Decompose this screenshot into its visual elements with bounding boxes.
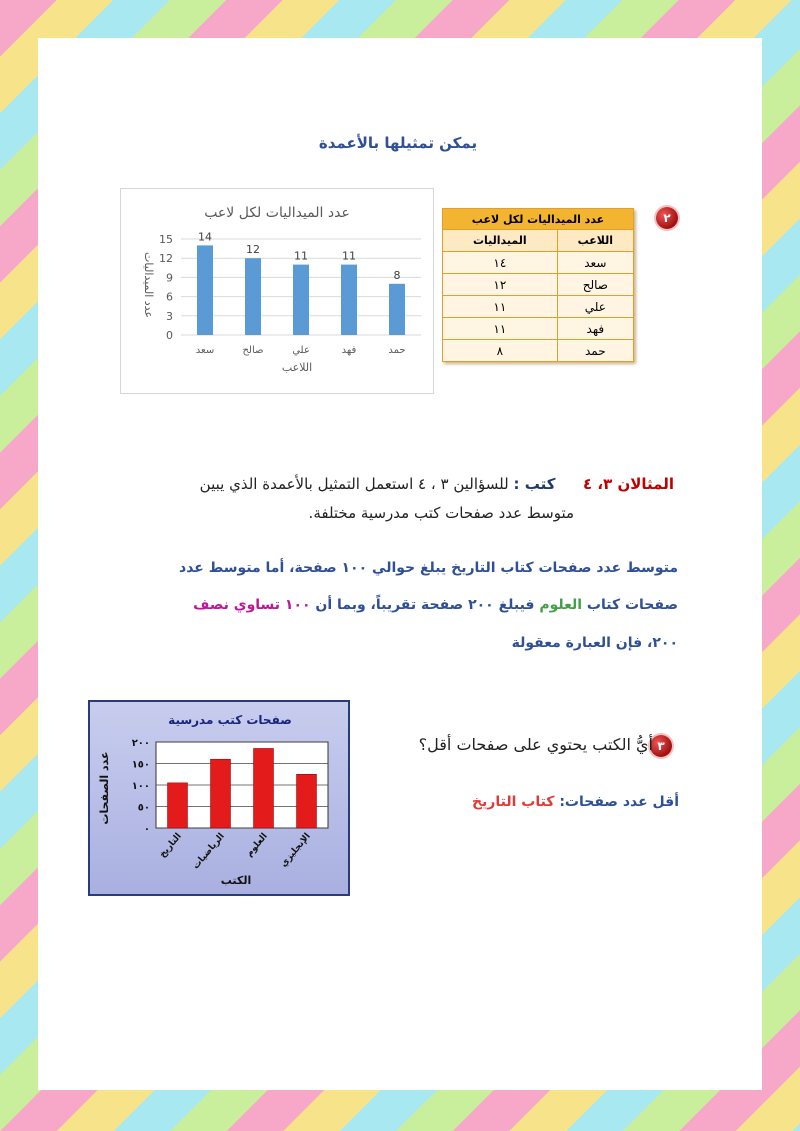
bar <box>211 759 231 828</box>
worksheet-page <box>38 38 762 1090</box>
y-tick-label: ١٥٠ <box>131 759 150 771</box>
example-line-1 <box>188 475 674 493</box>
table-cell: سعد <box>557 252 633 274</box>
question-2-number: ٢ <box>656 207 678 229</box>
answer-label: أقل عدد صفحات: <box>554 794 679 810</box>
table-row <box>443 318 634 340</box>
y-tick-label: 15 <box>159 233 173 246</box>
y-tick-label: ٥٠ <box>137 802 150 814</box>
y-tick-label: 9 <box>166 271 173 285</box>
x-tick-label: العلوم <box>244 831 270 859</box>
example-text-1: للسؤالين ٣ ، ٤ استعمل التمثيل بالأعمدة الذي يبين <box>199 475 509 493</box>
question-3-answer <box>378 794 679 810</box>
chart-title: عدد الميداليات لكل لاعب <box>204 205 350 221</box>
bar <box>168 783 188 828</box>
chart-x-axis-label: اللاعب <box>281 361 313 374</box>
question-3-number: ٣ <box>650 735 672 757</box>
data-label: 12 <box>246 243 260 257</box>
example-keyword: كتب : <box>513 475 556 493</box>
x-tick-label: حمد <box>388 345 406 356</box>
x-tick-label: التاريخ <box>157 831 184 860</box>
table-cell: صالح <box>557 274 633 296</box>
y-tick-label: 12 <box>159 252 173 266</box>
bar <box>341 265 357 335</box>
question-3-text: أيُّ الكتب يحتوي على صفحات أقل؟ <box>418 735 653 754</box>
bar <box>197 245 213 335</box>
bar <box>245 258 261 335</box>
bar <box>297 774 317 828</box>
example-line-2: متوسط عدد صفحات كتب مدرسية مختلفة. <box>308 504 574 522</box>
table-header-medals: الميداليات <box>443 230 558 252</box>
table-row <box>443 252 634 274</box>
answer-highlight-half: ١٠٠ تساوي نصف <box>193 597 311 613</box>
table-cell: ٨ <box>443 340 558 362</box>
x-tick-label: صالح <box>242 345 264 356</box>
table-header-player: اللاعب <box>557 230 633 252</box>
books-chart <box>88 700 350 896</box>
data-label: 14 <box>198 230 212 244</box>
medals-chart <box>120 188 434 394</box>
y-tick-label: ٢٠٠ <box>131 738 150 749</box>
y-tick-label: 0 <box>166 329 173 342</box>
table-row <box>443 274 634 296</box>
books-chart-x-label: الكتب <box>220 874 252 887</box>
x-tick-label: علي <box>292 345 310 356</box>
table-row <box>443 340 634 362</box>
y-tick-label: ١٠٠ <box>131 781 150 792</box>
table-cell: فهد <box>557 318 633 340</box>
x-tick-label: سعد <box>195 345 215 356</box>
medals-table <box>442 208 634 362</box>
table-cell: ١١ <box>443 296 558 318</box>
example-label: المثالان ٣، ٤ <box>582 475 674 493</box>
x-tick-label: الإنجليزي <box>278 831 313 870</box>
data-label: 11 <box>342 249 356 263</box>
intro-title: يمكن تمثيلها بالأعمدة <box>318 134 478 152</box>
answer-line-3: ٢٠٠، فإن العبارة معقولة <box>511 635 678 651</box>
answer-text: صفحات كتاب <box>582 597 678 613</box>
books-chart-title: صفحات كتب مدرسية <box>168 713 292 727</box>
books-chart-svg <box>90 702 348 894</box>
bar <box>254 748 274 828</box>
table-cell: ١١ <box>443 318 558 340</box>
y-tick-label: 3 <box>166 309 173 323</box>
books-chart-y-label: عدد الصفحات <box>98 751 111 825</box>
table-cell: ١٢ <box>443 274 558 296</box>
answer-value: كتاب التاريخ <box>471 794 555 810</box>
table-cell: ١٤ <box>443 252 558 274</box>
answer-highlight-science: العلوم <box>539 597 583 613</box>
table-cell: علي <box>557 296 633 318</box>
answer-line-2 <box>158 597 678 613</box>
y-tick-label: 6 <box>166 290 173 304</box>
chart-y-axis-label: عدد الميداليات <box>142 251 155 319</box>
bar <box>293 265 309 335</box>
data-label: 11 <box>294 249 308 263</box>
medals-chart-svg <box>121 189 433 393</box>
y-tick-label: ٠ <box>143 824 150 835</box>
answer-text: فيبلغ ٢٠٠ صفحة تقريباً، وبما أن <box>310 597 540 613</box>
table-caption: عدد الميداليات لكل لاعب <box>443 209 634 230</box>
x-tick-label: الرياضيات <box>191 831 227 872</box>
table-cell: حمد <box>557 340 633 362</box>
table-row <box>443 296 634 318</box>
x-tick-label: فهد <box>341 345 357 356</box>
bar <box>389 284 405 335</box>
answer-line-1: متوسط عدد صفحات كتاب التاريخ يبلغ حوالي ١٠٠ صفحة، أما متوسط عدد <box>179 560 678 576</box>
data-label: 8 <box>393 268 401 282</box>
